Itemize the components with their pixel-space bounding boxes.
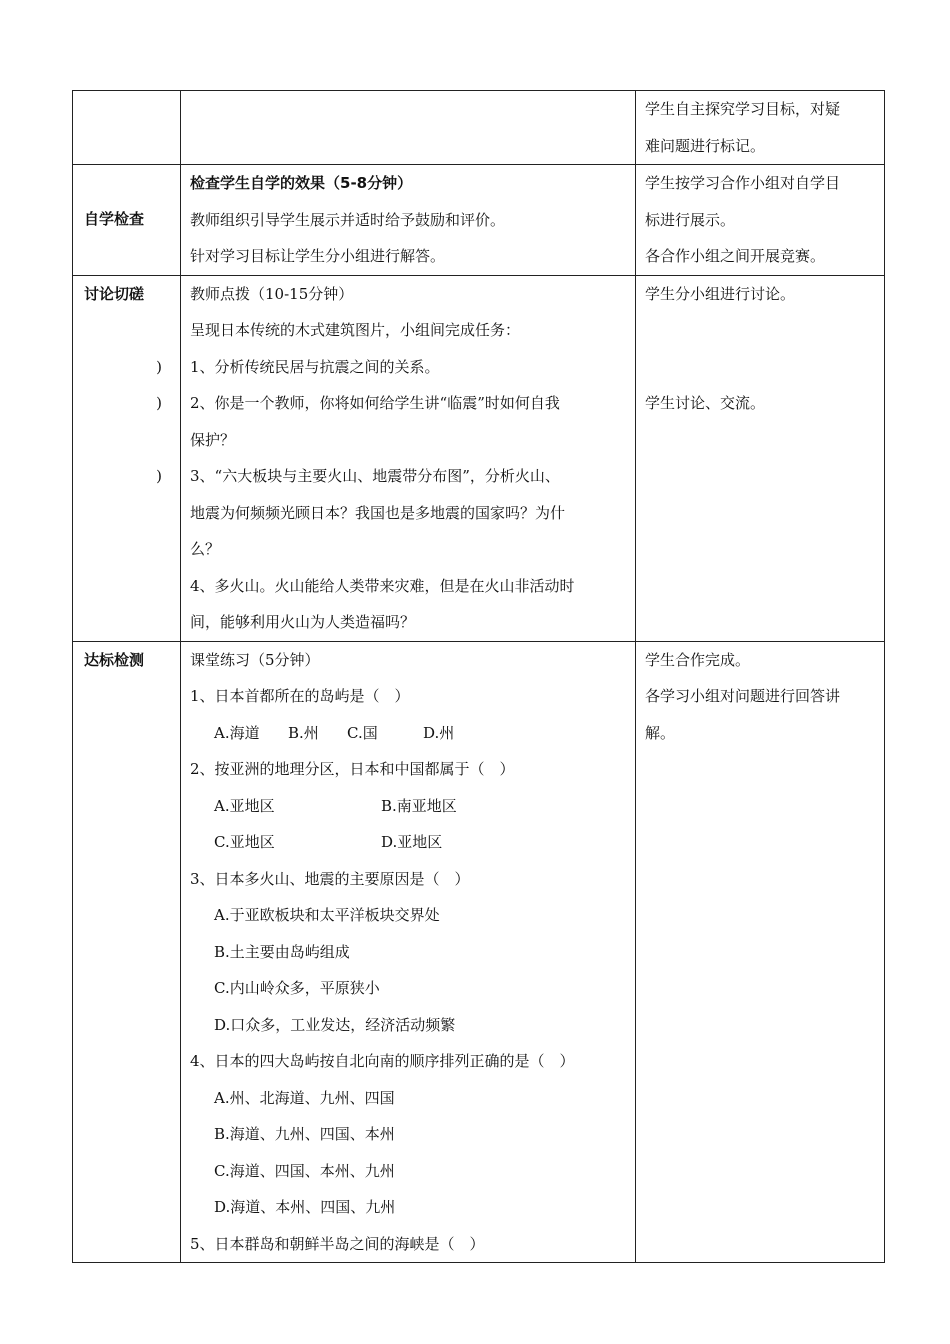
option-b: B.南亚地区 (381, 796, 457, 815)
table-row (73, 165, 885, 276)
activity-cell (181, 275, 636, 641)
option-b: B.州 (288, 723, 319, 742)
option-d: D.海道、本州、四国、九州 (214, 1198, 396, 1216)
question-4: 4、日本的四大岛屿按自北向南的顺序排列正确的是（ ） (190, 1052, 575, 1070)
text-line: 间，能够利用火山为人类造福吗？ (190, 613, 416, 631)
option-c: C.亚地区 (214, 833, 275, 851)
option-a: A.亚地区 (214, 796, 275, 815)
table-row (73, 91, 885, 165)
option-c: C.内山岭众多，平原狭小 (214, 979, 380, 997)
text-line: 学生合作完成。 (645, 650, 751, 669)
activity-cell (181, 165, 636, 276)
table-row (73, 275, 885, 641)
text-line: 2、你是一个教师，你将如何给学生讲“临震”时如何自我 (190, 394, 560, 412)
text-line: 么？ (190, 540, 221, 558)
option-d: D.州 (423, 723, 455, 742)
text-line: 难问题进行标记。 (645, 136, 766, 155)
text-line: 地震为何频频光顾日本？我国也是多地震的国家吗？为什 (190, 503, 566, 522)
text-line: 各合作小组之间开展竞赛。 (645, 247, 826, 265)
option-d: D.口众多，工业发达，经济活动频繁 (214, 1015, 456, 1034)
option-b: B.土主要由岛屿组成 (214, 942, 350, 961)
text-line: 呈现日本传统的木式建筑图片，小组间完成任务： (190, 321, 521, 339)
table-row (73, 641, 885, 1263)
paren-mark: ) (156, 394, 162, 412)
row-label-cell (73, 641, 181, 1263)
question-2-options-row2 (181, 824, 635, 861)
row-label-cell (73, 91, 181, 165)
student-activity-cell (636, 91, 885, 165)
activity-cell (181, 641, 636, 1263)
text-line: 4、多火山。火山能给人类带来灾难，但是在火山非活动时 (190, 576, 575, 595)
exercise-title: 课堂练习（5分钟） (190, 650, 320, 669)
paren-mark: ) (156, 467, 162, 485)
lesson-plan-table (72, 90, 885, 1263)
question-3: 3、日本多火山、地震的主要原因是（ ） (190, 869, 470, 888)
section-label: 自学检查 (84, 210, 145, 228)
text-line: 各学习小组对问题进行回答讲 (645, 687, 841, 705)
option-a: A.州、北海道、九州、四国 (214, 1088, 395, 1107)
student-activity-cell (636, 165, 885, 276)
activity-cell (181, 91, 636, 165)
option-c: C.国 (347, 723, 378, 742)
student-activity-cell (636, 641, 885, 1263)
text-line: 针对学习目标让学生分小组进行解答。 (190, 247, 446, 265)
student-activity-cell (636, 275, 885, 641)
question-2: 2、按亚洲的地理分区，日本和中国都属于（ ） (190, 760, 515, 778)
text-line: 保护？ (190, 430, 236, 449)
text-line: 教师点拨（10-15分钟） (190, 284, 354, 303)
option-d: D.亚地区 (381, 833, 443, 851)
text-line: 1、分析传统民居与抗震之间的关系。 (190, 357, 440, 376)
text-line: 学生分小组进行讨论。 (645, 284, 796, 303)
section-label: 达标检测 (84, 650, 145, 669)
text-line: 教师组织引导学生展示并适时给予鼓励和评价。 (190, 210, 506, 229)
text-line: 学生自主探究学习目标，对疑 (645, 100, 841, 118)
text-line: 标进行展示。 (645, 210, 736, 229)
text-line: 学生讨论、交流。 (645, 394, 766, 412)
text-line: 学生按学习合作小组对自学目 (645, 174, 841, 192)
text-line: 解。 (645, 723, 676, 742)
option-c: C.海道、四国、本州、九州 (214, 1161, 395, 1180)
question-2-options-row1 (181, 788, 635, 825)
question-1-options (181, 715, 635, 752)
section-title: 检查学生自学的效果（5-8分钟） (190, 174, 413, 192)
row-label-cell (73, 275, 181, 641)
row-label-cell (73, 165, 181, 276)
question-1: 1、日本首都所在的岛屿是（ ） (190, 687, 410, 705)
section-label: 讨论切磋 (84, 284, 145, 303)
option-b: B.海道、九州、四国、本州 (214, 1125, 395, 1143)
option-a: A.海道 (214, 723, 260, 742)
text-line: 3、“六大板块与主要火山、地震带分布图”，分析火山、 (190, 467, 560, 485)
option-a: A.于亚欧板块和太平洋板块交界处 (214, 906, 440, 924)
question-5: 5、日本群岛和朝鲜半岛之间的海峡是（ ） (190, 1234, 485, 1253)
paren-mark: ) (156, 357, 162, 376)
